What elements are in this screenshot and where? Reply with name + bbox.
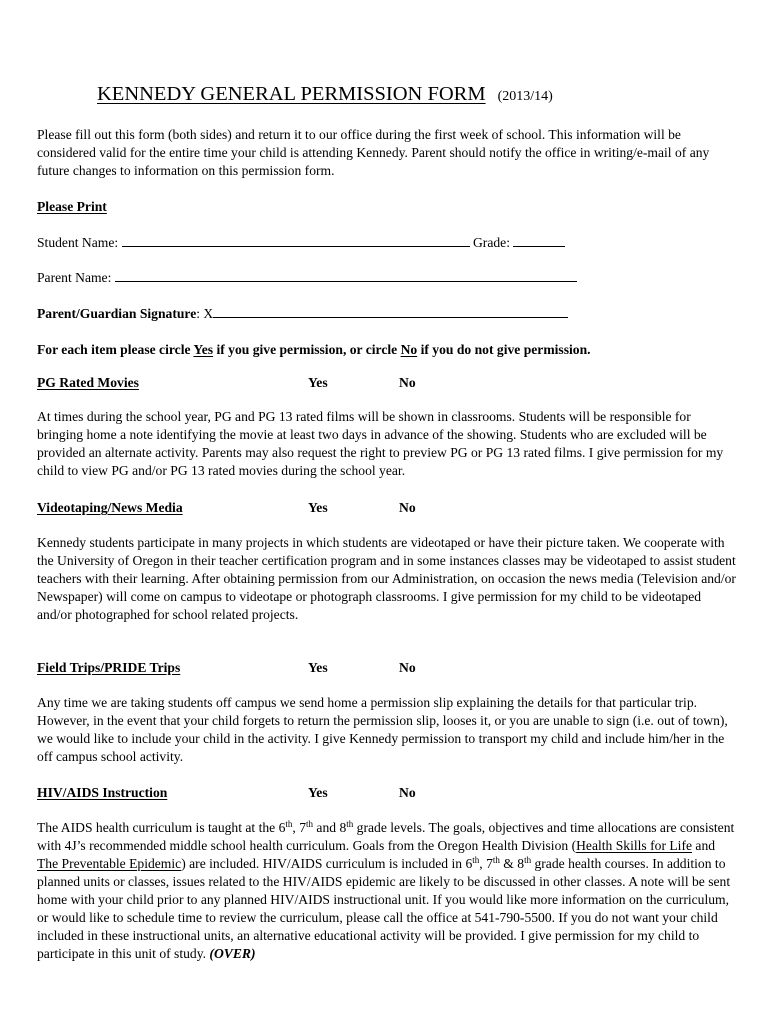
- field-trips-no-option[interactable]: No: [399, 660, 416, 675]
- form-title: [97, 82, 553, 109]
- school-year: (2013/14): [497, 89, 553, 104]
- hiv-aids-row: [37, 784, 737, 802]
- instruction-text-1: For each item please circle: [37, 342, 194, 357]
- signature-field[interactable]: [213, 305, 568, 318]
- hiv-aids-paragraph: [37, 819, 737, 963]
- parent-name-label: Parent Name:: [37, 270, 112, 285]
- signature-label: Parent/Guardian Signature: [37, 306, 197, 321]
- please-print-heading: Please Print: [37, 199, 107, 214]
- hiv-text-3: and 8: [313, 820, 347, 835]
- hiv-aids-heading: HIV/AIDS Instruction: [37, 785, 168, 800]
- pg-no-option[interactable]: No: [399, 375, 416, 390]
- hiv-sup-3: th: [346, 819, 354, 829]
- videotaping-row: [37, 499, 737, 517]
- field-trips-heading: Field Trips/PRIDE Trips: [37, 660, 181, 675]
- hiv-aids-no-option[interactable]: No: [399, 785, 416, 800]
- hiv-text-1: The AIDS health curriculum is taught at the 6: [37, 820, 286, 835]
- book-title-preventable-epidemic: The Preventable Epidemic: [37, 856, 182, 871]
- instruction-text-3: if you do not give permission.: [417, 342, 591, 357]
- student-name-row: [37, 234, 565, 252]
- intro-paragraph: Please fill out this form (both sides) and return it to our office during the first week of school. This information will be considered valid for the entire time your child is attending Kennedy. Parent should notify the office in writing/e-mail of any future changes to information on this permission form.: [37, 127, 710, 178]
- hiv-sup-1: th: [285, 819, 293, 829]
- grade-field[interactable]: [513, 234, 565, 247]
- signature-prefix: : X: [196, 306, 214, 321]
- grade-label: Grade:: [472, 235, 510, 250]
- videotaping-paragraph: Kennedy students participate in many projects in which students are videotaped or have their picture taken. We cooperate with the University of Oregon in their teacher certification program and in some instances classes may be videotaped to assist student teachers with their learning. After obtaining permission from our Administration, on occasion the news media (Television and/or Newspaper) will come on campus to videotape or photograph classrooms. I give permission for my child to be videotaped and/or photographed for school related projects.: [37, 535, 736, 622]
- hiv-text-5: and: [692, 838, 716, 853]
- hiv-text-2: , 7: [292, 820, 307, 835]
- hiv-aids-yes-option[interactable]: Yes: [308, 785, 328, 800]
- instruction-text-2: if you give permission, or circle: [213, 342, 401, 357]
- pg-movies-heading: PG Rated Movies: [37, 375, 139, 390]
- instruction-no: No: [400, 342, 418, 357]
- instruction-yes: Yes: [193, 342, 214, 357]
- hiv-sup-4: th: [472, 855, 480, 865]
- pg-movies-paragraph: At times during the school year, PG and PG 13 rated films will be shown in classrooms. Students will be responsible for bringing home a note identifying the movie at least two days in advance of the showing. Students who are excluded will be provided an alternate activity. Parents may also request the right to preview PG or PG 13 rated films. I give permission for my child to view PG and/or PG 13 rated movies during the school year.: [37, 409, 724, 478]
- videotaping-no-option[interactable]: No: [399, 500, 416, 515]
- hiv-text-9: grade health courses. In addition to planned units or classes, issues related to the HIV/AIDS epidemic are likely to be discussed in other classes. A note will be sent home with your child prior to any planned HIV/AIDS instructional unit. If you would like more information on the curriculum, or would like to schedule time to review the curriculum, please call the office at 541-790-5500. If you do not want your child included in these instructional units, an alternative educational activity will be provided. I give permission for my child to participate in this unit of study.: [37, 856, 731, 961]
- form-title-text: KENNEDY GENERAL PERMISSION FORM: [97, 83, 486, 105]
- signature-row: [37, 305, 568, 323]
- hiv-text-8: & 8: [499, 856, 525, 871]
- student-name-label: Student Name:: [37, 235, 119, 250]
- over-note: (OVER): [209, 946, 256, 961]
- book-title-health-skills: Health Skills for Life: [576, 838, 693, 853]
- circle-instruction: [37, 341, 591, 359]
- field-trips-row: [37, 659, 737, 677]
- videotaping-heading: Videotaping/News Media: [37, 500, 183, 515]
- field-trips-yes-option[interactable]: Yes: [308, 660, 328, 675]
- student-name-field[interactable]: [122, 234, 470, 247]
- pg-movies-row: [37, 374, 737, 392]
- hiv-sup-2: th: [306, 819, 314, 829]
- hiv-text-6: ) are included. HIV/AIDS curriculum is included in 6: [181, 856, 473, 871]
- parent-name-field[interactable]: [115, 269, 577, 282]
- hiv-text-4: grade levels. The goals, objectives and time allocations are consistent with 4J’s recommended middle school health curriculum. Goals from the Oregon Health Division (: [37, 820, 735, 853]
- hiv-sup-5: th: [492, 855, 500, 865]
- videotaping-yes-option[interactable]: Yes: [308, 500, 328, 515]
- parent-name-row: [37, 269, 577, 287]
- field-trips-paragraph: Any time we are taking students off campus we send home a permission slip explaining the details for that particular trip. However, in the event that your child forgets to return the permission slip, looses it, or you are unable to sign (i.e. out of town), we would like to include your child in the activity. I give Kennedy permission to transport my child and include him/her in the off campus school activity.: [37, 695, 728, 764]
- hiv-sup-6: th: [524, 855, 532, 865]
- pg-yes-option[interactable]: Yes: [308, 375, 328, 390]
- hiv-text-7: , 7: [479, 856, 493, 871]
